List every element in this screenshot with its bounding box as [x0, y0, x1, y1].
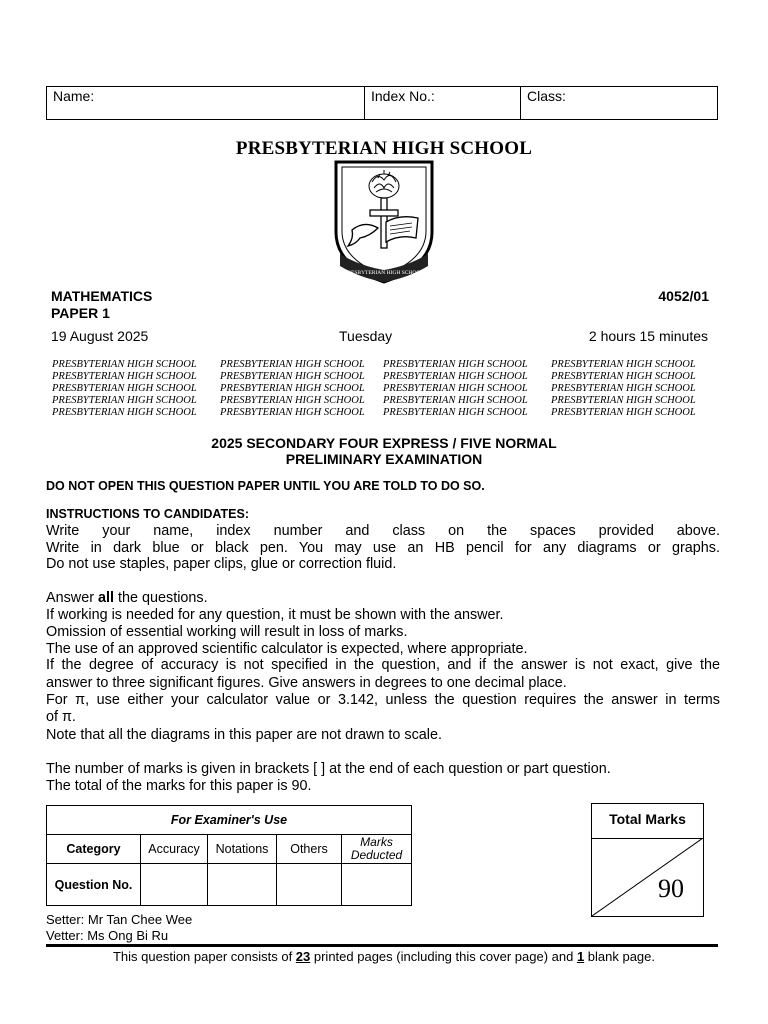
footer-page-count — [0, 949, 768, 964]
watermark-text: PRESBYTERIAN HIGH SCHOOL — [52, 371, 197, 382]
instruction-line: Note that all the diagrams in this paper are not drawn to scale. — [46, 727, 442, 743]
watermark-row — [52, 407, 718, 419]
paper-number: PAPER 1 — [51, 305, 110, 321]
vetter-name: Vetter: Ms Ong Bi Ru — [46, 928, 169, 943]
school-name: PRESBYTERIAN HIGH SCHOOL — [235, 138, 533, 159]
watermark-text: PRESBYTERIAN HIGH SCHOOL — [52, 395, 197, 406]
watermark-text: PRESBYTERIAN HIGH SCHOOL — [383, 407, 528, 418]
index-field[interactable] — [365, 87, 521, 119]
watermark-text: PRESBYTERIAN HIGH SCHOOL — [220, 359, 365, 370]
watermark-text: PRESBYTERIAN HIGH SCHOOL — [52, 359, 197, 370]
watermark-text: PRESBYTERIAN HIGH SCHOOL — [551, 371, 696, 382]
examiner-table — [46, 805, 412, 906]
question-no-label: Question No. — [47, 864, 141, 906]
footer-post: blank page. — [584, 949, 656, 964]
warning-text: DO NOT OPEN THIS QUESTION PAPER UNTIL YOU ARE TOLD TO DO SO. — [46, 479, 485, 493]
watermark-text: PRESBYTERIAN HIGH SCHOOL — [220, 371, 365, 382]
watermark-text: PRESBYTERIAN HIGH SCHOOL — [52, 383, 197, 394]
class-field[interactable] — [521, 87, 717, 119]
watermark-text: PRESBYTERIAN HIGH SCHOOL — [551, 395, 696, 406]
notations-header: Notations — [208, 835, 277, 864]
setter-name: Setter: Mr Tan Chee Wee — [46, 912, 193, 927]
marks-deducted-header: Marks Deducted — [342, 835, 412, 864]
instruction-line: The total of the marks for this paper is 90. — [46, 778, 312, 794]
instruction-answer-all — [46, 590, 720, 607]
watermark-row — [52, 383, 718, 395]
name-label: Name: — [53, 88, 95, 104]
exam-title-line1: 2025 SECONDARY FOUR EXPRESS / FIVE NORMAL — [211, 435, 557, 451]
class-label: Class: — [527, 88, 566, 104]
exam-day: Tuesday — [339, 328, 393, 344]
watermark-text: PRESBYTERIAN HIGH SCHOOL — [551, 383, 696, 394]
total-marks-value: 90 — [658, 874, 684, 903]
footer-pre: This question paper consists of — [112, 949, 296, 964]
index-label: Index No.: — [371, 88, 435, 104]
watermark-row — [52, 395, 718, 407]
accuracy-header: Accuracy — [141, 835, 208, 864]
watermark-text: PRESBYTERIAN HIGH SCHOOL — [220, 383, 365, 394]
watermark-text: PRESBYTERIAN HIGH SCHOOL — [383, 383, 528, 394]
answer-bold: all — [97, 590, 114, 606]
watermark-text: PRESBYTERIAN HIGH SCHOOL — [551, 407, 696, 418]
total-marks-diagonal — [592, 838, 703, 916]
others-cell[interactable] — [277, 864, 342, 906]
accuracy-cell[interactable] — [141, 864, 208, 906]
instructions-heading: INSTRUCTIONS TO CANDIDATES: — [46, 507, 250, 521]
paper-code: 4052/01 — [658, 288, 709, 304]
examiner-table-title: For Examiner's Use — [47, 806, 412, 835]
instruction-line: Do not use staples, paper clips, glue or correction fluid. — [46, 556, 397, 572]
instruction-line: If working is needed for any question, it must be shown with the answer. — [46, 607, 504, 623]
crest-banner-text: PRESBYTERIAN HIGH SCHOOL — [344, 270, 424, 276]
category-header: Category — [47, 835, 141, 864]
name-field[interactable] — [47, 87, 365, 119]
instruction-line: For π, use either your calculator value or 3.142, unless the question requires the answer in terms — [46, 692, 720, 708]
instruction-line: The use of an approved scientific calculator is expected, where appropriate. — [46, 641, 528, 657]
instruction-line: answer to three significant figures. Give answers in degrees to one decimal place. — [46, 675, 567, 691]
answer-post: the questions. — [113, 590, 208, 606]
candidate-info-box — [46, 86, 718, 120]
subject-title: MATHEMATICS — [51, 288, 153, 304]
watermark-text: PRESBYTERIAN HIGH SCHOOL — [52, 407, 197, 418]
marks-deducted-cell[interactable] — [342, 864, 412, 906]
watermark-row — [52, 371, 718, 383]
others-header: Others — [277, 835, 342, 864]
total-marks-box — [591, 803, 704, 917]
instruction-line: If the degree of accuracy is not specified in the question, and if the answer is not exact, give the — [46, 657, 720, 673]
instruction-line: Omission of essential working will result in loss of marks. — [46, 624, 408, 640]
footer-blank: 1 — [576, 949, 585, 964]
watermark-text: PRESBYTERIAN HIGH SCHOOL — [383, 371, 528, 382]
instruction-line: of π. — [46, 709, 76, 725]
instruction-line: Write your name, index number and class on the spaces provided above. — [46, 523, 720, 539]
watermark-block — [52, 359, 718, 419]
total-marks-label: Total Marks — [592, 804, 703, 839]
notations-cell[interactable] — [208, 864, 277, 906]
footer-rule — [46, 944, 718, 947]
footer-mid: printed pages (including this cover page) and — [310, 949, 577, 964]
footer-pages: 23 — [295, 949, 311, 964]
answer-pre: Answer — [46, 590, 98, 606]
exam-duration: 2 hours 15 minutes — [588, 328, 708, 344]
watermark-text: PRESBYTERIAN HIGH SCHOOL — [383, 359, 528, 370]
watermark-text: PRESBYTERIAN HIGH SCHOOL — [220, 407, 365, 418]
instruction-line: The number of marks is given in brackets [ ] at the end of each question or part question. — [46, 761, 611, 777]
exam-title-line2: PRELIMINARY EXAMINATION — [285, 451, 483, 467]
watermark-row — [52, 359, 718, 371]
school-crest-icon — [330, 158, 438, 286]
watermark-text: PRESBYTERIAN HIGH SCHOOL — [220, 395, 365, 406]
watermark-text: PRESBYTERIAN HIGH SCHOOL — [551, 359, 696, 370]
watermark-text: PRESBYTERIAN HIGH SCHOOL — [383, 395, 528, 406]
instruction-line: Write in dark blue or black pen. You may use an HB pencil for any diagrams or graphs. — [46, 540, 720, 556]
exam-date: 19 August 2025 — [51, 328, 149, 344]
